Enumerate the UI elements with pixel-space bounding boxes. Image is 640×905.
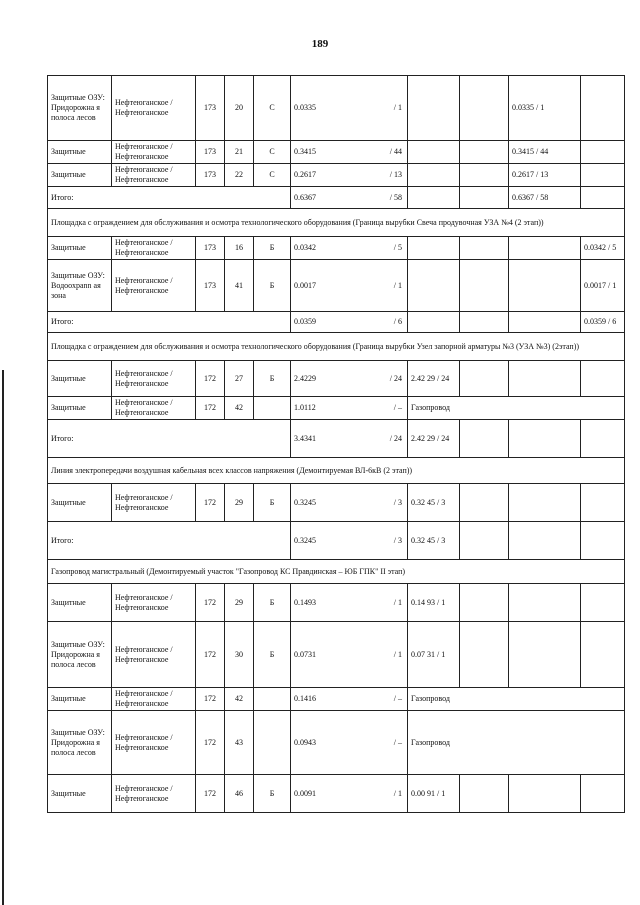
forest-category-cell: Защитные ОЗУ: Придорожна я полоса лесов	[48, 622, 112, 688]
tree-count-value: –	[398, 694, 403, 703]
allotment-cell: 29	[225, 484, 254, 522]
count-with-separator: / 1	[393, 597, 403, 607]
forestry-cell: Нефтеюганское / Нефтеюганское	[112, 76, 196, 141]
allotment-cell: 30	[225, 622, 254, 688]
quarter-cell: 172	[196, 622, 225, 688]
count-with-separator: / 5	[393, 243, 403, 252]
column-11-value	[581, 522, 625, 560]
group-cell: Б	[254, 361, 291, 397]
total-label: Итого:	[48, 187, 291, 209]
column-8-value	[408, 141, 460, 164]
quarter-cell: 173	[196, 237, 225, 260]
group-cell: Б	[254, 775, 291, 813]
forest-category-cell: Защитные ОЗУ: Придорожна я полоса лесов	[48, 76, 112, 141]
allotment-cell: 21	[225, 141, 254, 164]
quarter-cell: 172	[196, 484, 225, 522]
forestry-cell: Нефтеюганское / Нефтеюганское	[112, 164, 196, 187]
forestry-cell: Нефтеюганское / Нефтеюганское	[112, 688, 196, 711]
column-11-value	[581, 187, 625, 209]
area-quantity-cell	[291, 260, 408, 312]
column-10-value	[509, 484, 581, 522]
forestry-cell: Нефтеюганское / Нефтеюганское	[112, 141, 196, 164]
count-with-separator: / 13	[389, 170, 403, 179]
tree-count-value: 58	[394, 192, 403, 202]
margin-bar	[2, 370, 4, 905]
group-cell	[254, 397, 291, 420]
column-8-value: 0.32 45 / 3	[408, 484, 460, 522]
count-with-separator: / –	[393, 694, 403, 703]
forestry-cell: Нефтеюганское / Нефтеюганское	[112, 397, 196, 420]
forestry-cell: Нефтеюганское / Нефтеюганское	[112, 711, 196, 775]
allotment-cell: 41	[225, 260, 254, 312]
area-quantity-cell	[291, 397, 408, 420]
group-cell: Б	[254, 260, 291, 312]
column-9-value	[460, 237, 509, 260]
column-9-value	[460, 361, 509, 397]
column-11-value	[581, 420, 625, 458]
column-9-value	[460, 484, 509, 522]
column-8-value: 2.42 29 / 24	[408, 361, 460, 397]
column-11-value: 0.0017 / 1	[581, 260, 625, 312]
column-8-value	[408, 76, 460, 141]
column-10-value: 0.0335 / 1	[509, 76, 581, 141]
column-8-value	[408, 260, 460, 312]
table-row	[48, 584, 625, 622]
count-with-separator: / 1	[393, 649, 403, 659]
tree-count-value: 1	[398, 788, 403, 798]
forest-category-cell: Защитные	[48, 775, 112, 813]
area-quantity-cell	[291, 584, 408, 622]
allotment-cell: 29	[225, 584, 254, 622]
tree-count-value: 3	[398, 497, 403, 507]
column-10-value	[509, 312, 581, 333]
tree-count-value: 24	[394, 373, 403, 383]
area-value: 0.0342	[294, 243, 316, 252]
table-row	[48, 260, 625, 312]
area-quantity-cell	[291, 775, 408, 813]
tree-count-value: 1	[398, 280, 403, 290]
area-value: 0.0943	[294, 737, 316, 747]
group-cell: Б	[254, 237, 291, 260]
column-11-value	[581, 622, 625, 688]
area-value: 1.0112	[294, 403, 316, 412]
column-8-value	[408, 164, 460, 187]
table-row	[48, 688, 625, 711]
section-header-row	[48, 209, 625, 237]
area-value: 0.0017	[294, 280, 316, 290]
total-label: Итого:	[48, 312, 291, 333]
section-header-text: Газопровод магистральный (Демонтируемый участок "Газопровод КС Правдинская – ЮБ ГПК" II этап)	[48, 560, 625, 584]
column-9-value	[460, 584, 509, 622]
total-row	[48, 420, 625, 458]
column-9-value	[460, 622, 509, 688]
quarter-cell: 173	[196, 141, 225, 164]
table-row	[48, 711, 625, 775]
group-cell: С	[254, 76, 291, 141]
forest-register-table	[47, 75, 625, 813]
area-quantity-cell	[291, 361, 408, 397]
area-value: 0.1416	[294, 694, 316, 703]
forestry-cell: Нефтеюганское / Нефтеюганское	[112, 260, 196, 312]
column-8-value: 0.32 45 / 3	[408, 522, 460, 560]
section-header-row	[48, 560, 625, 584]
column-10-value	[509, 260, 581, 312]
table-row	[48, 76, 625, 141]
column-10-value: 0.2617 / 13	[509, 164, 581, 187]
column-11-value	[581, 164, 625, 187]
tree-count-value: 44	[394, 147, 403, 156]
count-with-separator: / –	[393, 737, 403, 747]
quarter-cell: 172	[196, 584, 225, 622]
page-number: 189	[311, 38, 329, 50]
forest-category-cell: Защитные	[48, 141, 112, 164]
column-10-value	[509, 420, 581, 458]
group-cell: С	[254, 141, 291, 164]
allotment-cell: 20	[225, 76, 254, 141]
column-10-value	[509, 522, 581, 560]
area-quantity-cell	[291, 237, 408, 260]
tree-count-value: 1	[398, 103, 403, 112]
group-cell: Б	[254, 584, 291, 622]
forestry-cell: Нефтеюганское / Нефтеюганское	[112, 775, 196, 813]
area-value: 0.0091	[294, 788, 316, 798]
area-value: 0.0731	[294, 649, 316, 659]
tree-count-value: –	[398, 737, 403, 747]
count-with-separator: / 1	[393, 280, 403, 290]
tree-count-value: 13	[394, 170, 403, 179]
allotment-cell: 42	[225, 688, 254, 711]
count-with-separator: / –	[393, 403, 403, 412]
quarter-cell: 173	[196, 260, 225, 312]
table-row	[48, 397, 625, 420]
tree-count-value: 1	[398, 597, 403, 607]
quarter-cell: 172	[196, 361, 225, 397]
column-9-value	[460, 522, 509, 560]
tree-count-value: 3	[398, 535, 403, 545]
allotment-cell: 43	[225, 711, 254, 775]
forestry-cell: Нефтеюганское / Нефтеюганское	[112, 484, 196, 522]
tree-count-value: 6	[398, 317, 403, 326]
note-cell: Газопровод	[408, 711, 625, 775]
tree-count-value: 1	[398, 649, 403, 659]
column-11-value	[581, 76, 625, 141]
allotment-cell: 46	[225, 775, 254, 813]
column-11-value: 0.0342 / 5	[581, 237, 625, 260]
column-9-value	[460, 312, 509, 333]
forest-category-cell: Защитные	[48, 397, 112, 420]
tree-count-value: 24	[394, 433, 403, 443]
allotment-cell: 16	[225, 237, 254, 260]
area-quantity-cell	[291, 164, 408, 187]
table-row	[48, 237, 625, 260]
column-8-value	[408, 312, 460, 333]
area-quantity-cell	[291, 711, 408, 775]
table-row	[48, 361, 625, 397]
section-header-text: Площадка с ограждением для обслуживания и осмотра технологического оборудования (Граница вырубки Узел запорной арматуры №3 (УЗА №3) (2этап))	[48, 333, 625, 361]
area-value: 3.4341	[294, 433, 316, 443]
note-cell: Газопровод	[408, 397, 625, 420]
forest-category-cell: Защитные ОЗУ: Водоохрann ая зона	[48, 260, 112, 312]
count-with-separator: / 44	[389, 147, 403, 156]
column-8-value: 0.14 93 / 1	[408, 584, 460, 622]
quarter-cell: 172	[196, 711, 225, 775]
column-8-value: 0.07 31 / 1	[408, 622, 460, 688]
forest-category-cell: Защитные ОЗУ: Придорожна я полоса лесов	[48, 711, 112, 775]
section-header-text: Площадка с ограждением для обслуживания и осмотра технологического оборудования (Граница вырубки Свеча продувочная УЗА №4 (2 этап))	[48, 209, 625, 237]
column-9-value	[460, 260, 509, 312]
forestry-cell: Нефтеюганское / Нефтеюганское	[112, 584, 196, 622]
table-row	[48, 141, 625, 164]
count-with-separator: / 24	[389, 433, 403, 443]
column-10-value	[509, 584, 581, 622]
forest-category-cell: Защитные	[48, 688, 112, 711]
column-8-value: 2.42 29 / 24	[408, 420, 460, 458]
count-with-separator: / 1	[393, 103, 403, 112]
quarter-cell: 173	[196, 164, 225, 187]
column-11-value	[581, 361, 625, 397]
allotment-cell: 42	[225, 397, 254, 420]
tree-count-value: –	[398, 403, 403, 412]
forest-category-cell: Защитные	[48, 584, 112, 622]
column-11-value: 0.0359 / 6	[581, 312, 625, 333]
forest-category-cell: Защитные	[48, 237, 112, 260]
forest-category-cell: Защитные	[48, 361, 112, 397]
quarter-cell: 172	[196, 397, 225, 420]
column-8-value	[408, 187, 460, 209]
note-cell: Газопровод	[408, 688, 625, 711]
quarter-cell: 173	[196, 76, 225, 141]
column-9-value	[460, 187, 509, 209]
column-10-value	[509, 237, 581, 260]
area-value: 0.3245	[294, 497, 316, 507]
forest-category-cell: Защитные	[48, 164, 112, 187]
area-quantity-cell	[291, 76, 408, 141]
area-value: 0.3245	[294, 535, 316, 545]
area-quantity-cell	[291, 688, 408, 711]
column-10-value: 0.6367 / 58	[509, 187, 581, 209]
column-9-value	[460, 141, 509, 164]
area-value: 0.3415	[294, 147, 316, 156]
area-value: 2.4229	[294, 373, 316, 383]
column-9-value	[460, 164, 509, 187]
quarter-cell: 172	[196, 688, 225, 711]
column-9-value	[460, 420, 509, 458]
count-with-separator: / 58	[389, 192, 403, 202]
area-value: 0.6367	[294, 192, 316, 202]
count-with-separator: / 24	[389, 373, 403, 383]
total-row	[48, 312, 625, 333]
area-value: 0.0359	[294, 317, 316, 326]
count-with-separator: / 3	[393, 535, 403, 545]
group-cell	[254, 688, 291, 711]
area-quantity-cell	[291, 484, 408, 522]
group-cell: Б	[254, 484, 291, 522]
group-cell	[254, 711, 291, 775]
column-8-value	[408, 237, 460, 260]
area-quantity-cell	[291, 141, 408, 164]
allotment-cell: 27	[225, 361, 254, 397]
count-with-separator: / 1	[393, 788, 403, 798]
count-with-separator: / 6	[393, 317, 403, 326]
column-11-value	[581, 484, 625, 522]
forestry-cell: Нефтеюганское / Нефтеюганское	[112, 361, 196, 397]
column-11-value	[581, 775, 625, 813]
column-10-value	[509, 775, 581, 813]
total-label: Итого:	[48, 522, 291, 560]
area-quantity-cell	[291, 420, 408, 458]
column-10-value	[509, 622, 581, 688]
table-row	[48, 484, 625, 522]
total-row	[48, 187, 625, 209]
column-9-value	[460, 775, 509, 813]
area-value: 0.1493	[294, 597, 316, 607]
table-row	[48, 164, 625, 187]
area-value: 0.0335	[294, 103, 316, 112]
section-header-row	[48, 333, 625, 361]
total-label: Итого:	[48, 420, 291, 458]
column-10-value	[509, 361, 581, 397]
area-quantity-cell	[291, 622, 408, 688]
total-row	[48, 522, 625, 560]
group-cell: Б	[254, 622, 291, 688]
section-header-row	[48, 458, 625, 484]
forestry-cell: Нефтеюганское / Нефтеюганское	[112, 622, 196, 688]
table-row	[48, 775, 625, 813]
allotment-cell: 22	[225, 164, 254, 187]
column-9-value	[460, 76, 509, 141]
area-quantity-cell	[291, 522, 408, 560]
area-quantity-cell	[291, 312, 408, 333]
area-value: 0.2617	[294, 170, 316, 179]
quarter-cell: 172	[196, 775, 225, 813]
forestry-cell: Нефтеюганское / Нефтеюганское	[112, 237, 196, 260]
section-header-text: Линия электропередачи воздушная кабельная всех классов напряжения (Демонтируемая ВЛ-6кВ (2 этап))	[48, 458, 625, 484]
column-10-value: 0.3415 / 44	[509, 141, 581, 164]
forest-category-cell: Защитные	[48, 484, 112, 522]
group-cell: С	[254, 164, 291, 187]
column-8-value: 0.00 91 / 1	[408, 775, 460, 813]
column-11-value	[581, 584, 625, 622]
count-with-separator: / 3	[393, 497, 403, 507]
column-11-value	[581, 141, 625, 164]
area-quantity-cell	[291, 187, 408, 209]
tree-count-value: 5	[398, 243, 403, 252]
table-row	[48, 622, 625, 688]
